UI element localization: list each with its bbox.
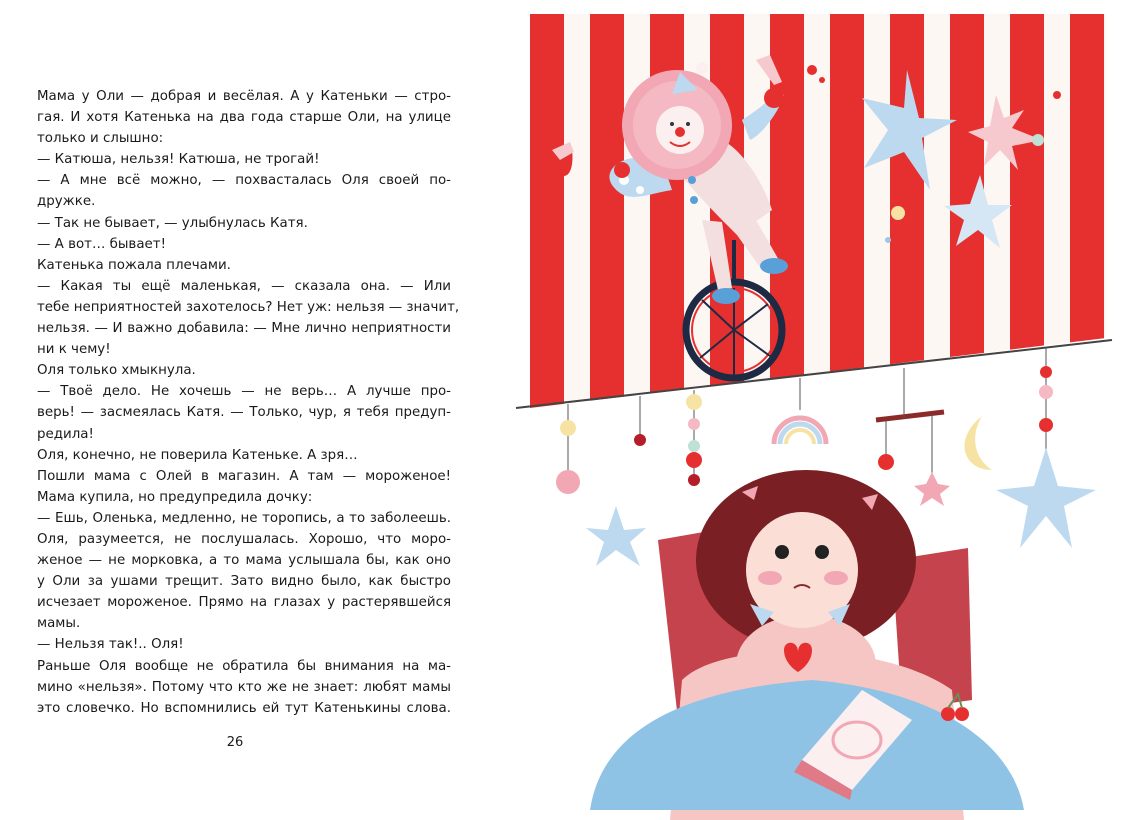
text-line: — Какая ты ещё маленькая, — сказала она. — Или (37, 278, 451, 294)
curtain-stripe (830, 14, 864, 372)
text-line: — Так не бывает, — улыбнулась Катя. (37, 215, 308, 231)
text-line: — Твоё дело. Не хочешь — не верь… А лучше про- (37, 384, 451, 400)
text-line: — А мне всё можно, — похвасталась Оля своей по- (37, 173, 451, 189)
left-page (0, 0, 490, 820)
text-line: Пошли мама с Олей в магазин. А там — мороженое! (37, 468, 451, 484)
curtain-stripe (590, 14, 624, 401)
illustration (512, 0, 1124, 820)
striped-curtain (530, 14, 1106, 408)
text-line: Оля, конечно, не поверила Катеньке. А зря… (37, 447, 358, 463)
text-line: гая. И хотя Катенька на два года старше Оли, на улице (37, 110, 451, 126)
text-line: — Нельзя так!.. Оля! (37, 637, 184, 653)
text-line: Оля только хмыкнула. (37, 363, 196, 379)
curtain-stripe (1010, 14, 1044, 350)
text-line: только и слышно: (37, 131, 164, 147)
text-line: Раньше Оля вообще не обратила бы внимания на ма- (37, 658, 451, 674)
text-line: тебе неприятностей захотелось? Нет уж: нельзя — значит, (37, 299, 460, 315)
text-line: это словечко. Но вспомнились ей тут Катенькины слова. (37, 700, 451, 716)
curtain-stripe (1070, 14, 1104, 342)
text-line: у Оли за ушами трещит. Зато видно было, как быстро (37, 574, 451, 590)
text-line: нельзя. — И важно добавила: — Мне лично неприятности (37, 321, 451, 337)
text-line: Катенька пожала плечами. (37, 257, 231, 273)
text-line: — Катюша, нельзя! Катюша, не трогай! (37, 152, 320, 168)
text-line: ни к чему! (37, 342, 111, 358)
text-line: — Ешь, Оленька, медленно, не торопись, а то заболеешь. (37, 510, 451, 526)
text-line: дружке. (37, 194, 96, 210)
curtain-stripe (890, 14, 924, 364)
text-line: женое — не морковка, а то мама услышала бы, как оно (37, 553, 451, 569)
text-line: верь! — засмеялась Катя. — Только, чур, я тебя предуп- (37, 405, 451, 421)
text-line: мино «нельзя». Потому что кто же не знает: любят мамы (37, 679, 451, 695)
curtain-stripe (530, 14, 564, 408)
text-line: мамы. (37, 616, 81, 632)
illustration-page (512, 0, 1124, 820)
page-number: 26 (226, 735, 244, 750)
text-line: Оля, разумеется, не послушалась. Хорошо, что моро- (37, 531, 451, 547)
text-line: Мама купила, но предупредила дочку: (37, 489, 313, 505)
text-line: редила! (37, 426, 94, 442)
text-line: исчезает мороженое. Прямо на глазах у растерявшейся (37, 595, 451, 611)
story-text (37, 86, 460, 719)
text-line: — А вот… бывает! (37, 236, 166, 252)
text-line: Мама у Оли — добрая и весёлая. А у Катеньки — стро- (37, 89, 451, 104)
